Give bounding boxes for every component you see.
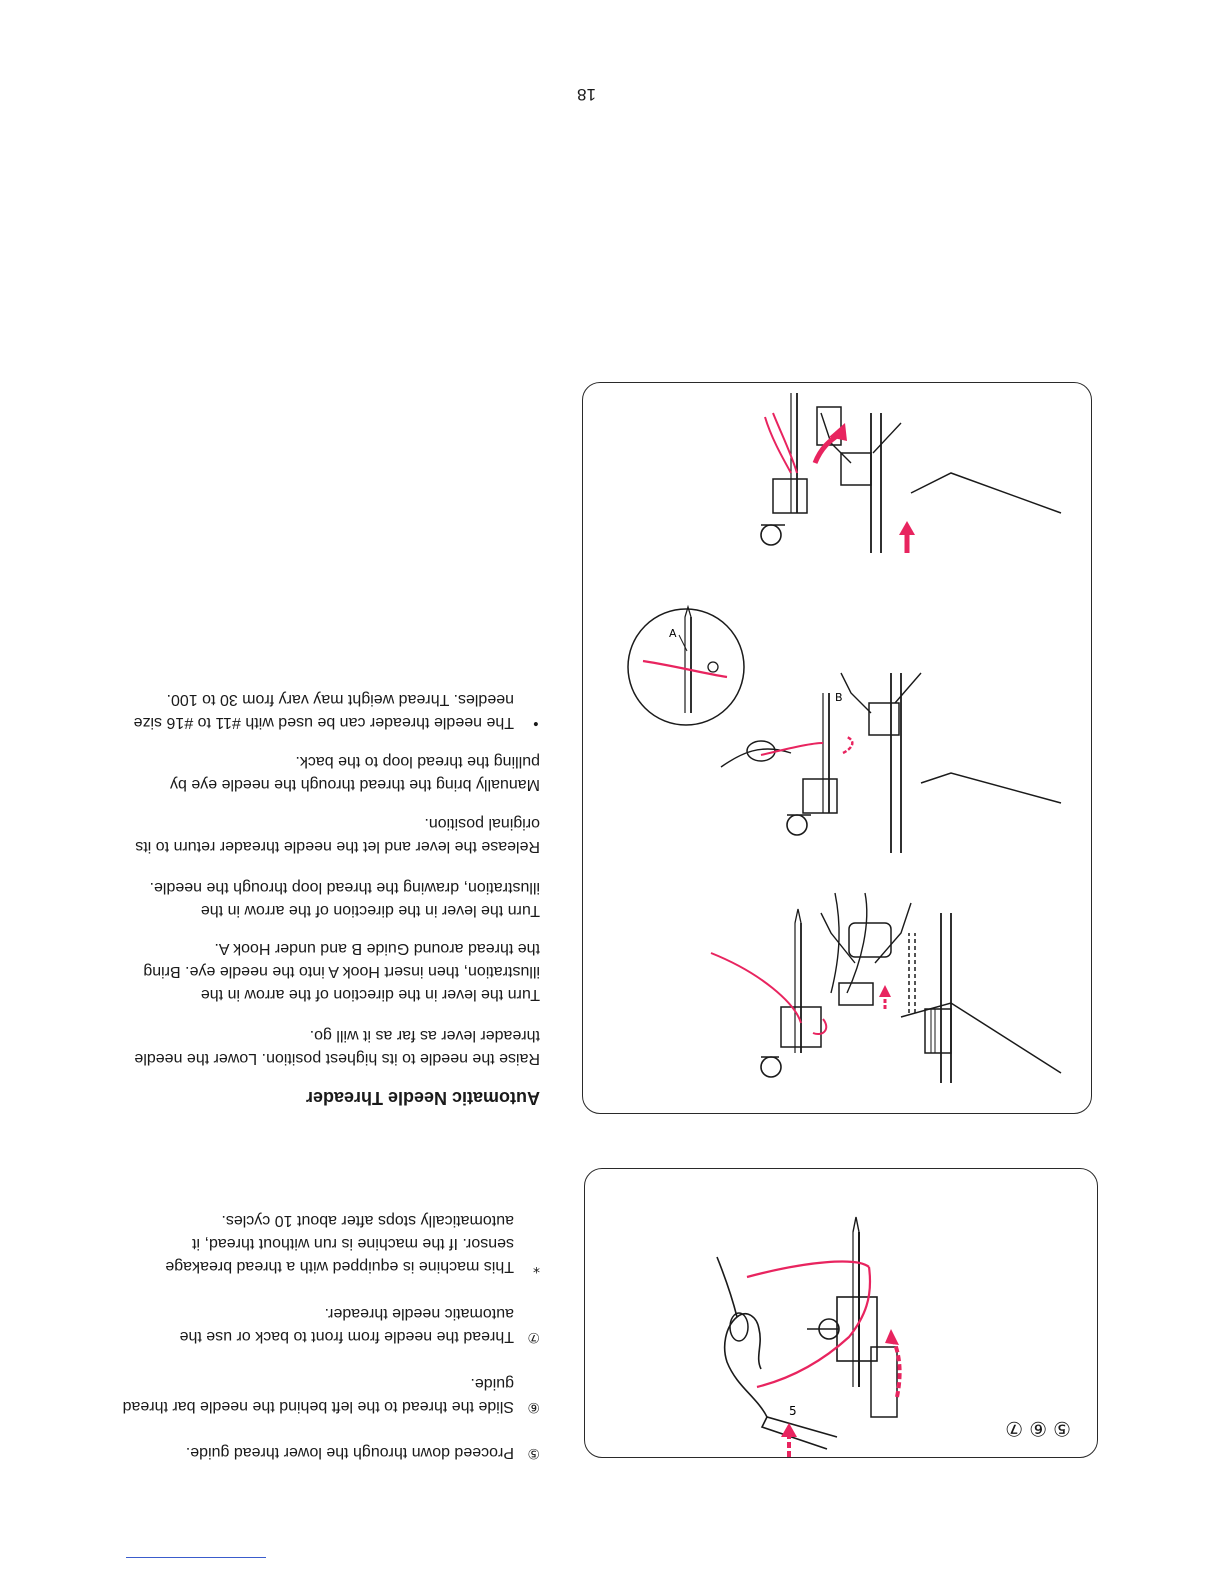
step-symbol: ⑤ <box>1053 1417 1071 1441</box>
step-symbol: ⑥ <box>1029 1417 1048 1441</box>
instruction-paragraph: Release the lever and let the needle threader return to its original position. <box>135 815 540 855</box>
page-number: 18 <box>577 85 596 104</box>
thread-sensor-note <box>120 1209 540 1278</box>
threading-illustration <box>585 1169 1097 1457</box>
instruction-paragraph: Turn the lever in the direction of the arrow in the illustration, then insert Hook A into the needle eye. Bring the thread around Guide B and under Hook A. <box>143 940 540 1003</box>
note-marker: * <box>533 1259 540 1275</box>
step-6 <box>120 1372 540 1418</box>
step-number: ⑤ <box>527 1445 540 1461</box>
step-text: Thread the needle from front to back or use the automatic needle threader. <box>179 1305 514 1345</box>
illustration-label: 5 <box>789 1404 797 1418</box>
instruction-paragraph: Manually bring the thread through the needle eye by pulling the thread loop to the back. <box>169 753 540 793</box>
figure-lower-lever <box>711 893 1061 1083</box>
step-text: Slide the thread to the left behind the needle bar thread guide. <box>122 1375 514 1415</box>
needle-size-note <box>120 688 540 734</box>
bullet: • <box>531 715 540 731</box>
illustration-panel-threading <box>584 1168 1098 1458</box>
step-number: ⑦ <box>527 1329 540 1345</box>
step-5 <box>120 1441 540 1464</box>
figure-release-lever <box>761 393 1061 553</box>
instruction-paragraph: Raise the needle to its highest position. Lower the needle threader lever as far as it will go. <box>134 1027 540 1067</box>
section-title: Automatic Needle Threader <box>305 1088 540 1108</box>
figure-insert-hook <box>628 607 1061 853</box>
step-number: ⑥ <box>527 1399 540 1415</box>
step-symbol: ⑦ <box>1005 1417 1024 1441</box>
footer-rule <box>126 1557 266 1558</box>
hook-label: A <box>669 627 677 640</box>
guide-label: B <box>835 691 843 704</box>
note-text: This machine is equipped with a thread breakage sensor. If the machine is run without thread, it automatically stops after about 10 cycles. <box>165 1212 514 1275</box>
step-text: Proceed down through the lower thread guide. <box>185 1444 514 1461</box>
instruction-paragraph: Turn the lever in the direction of the arrow in the illustration, drawing the thread loop through the needle. <box>149 879 540 919</box>
illustration-panel-needle-threader <box>582 382 1092 1114</box>
needle-threader-illustrations <box>583 383 1091 1113</box>
step-7 <box>120 1302 540 1348</box>
note-text: The needle threader can be used with #11 to #16 size needles. Thread weight may vary from 30 to 100. <box>133 691 514 731</box>
